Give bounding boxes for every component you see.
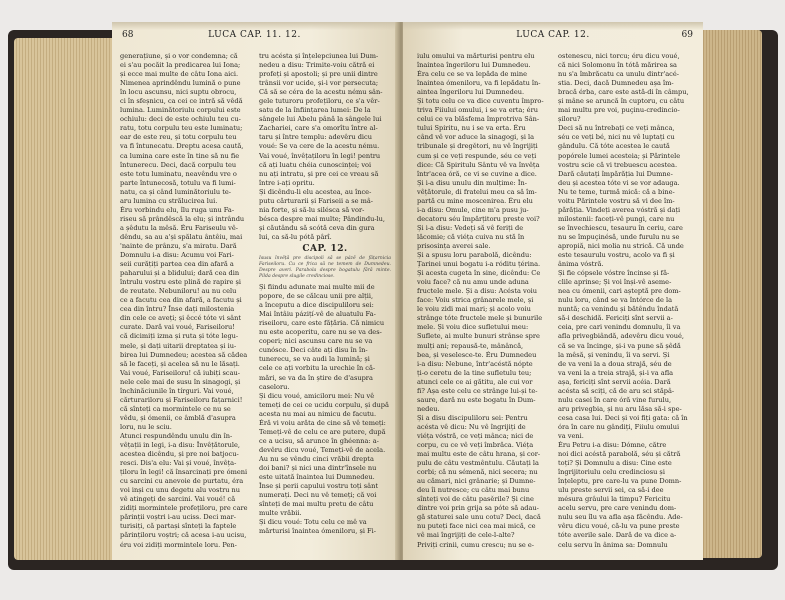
text-line: natu, ca și când luminătoriulu te- (120, 187, 232, 196)
text-line: că sînteți ca mormintele ce nu se (120, 404, 231, 413)
text-line: ânima vóstră. (558, 260, 604, 269)
text-line: lăcomie; că viéța cuiva nu stă în (417, 232, 525, 241)
text-line: Și totu celu ce va dice cuventu împro- (417, 97, 544, 106)
text-line: Atunci respundêndu unulu din în- (120, 431, 233, 440)
text-line: prisosința averei sale. (417, 241, 491, 250)
text-line: cesa casa lui. Deci și voi fiți gata: că în (558, 413, 688, 422)
right-column-2 (558, 52, 692, 550)
text-line: Vai voué, învêțațiloru în legi! pentru (259, 151, 381, 160)
text-line: stia. Deci, dacă Dumnedeu așa îm- (558, 79, 674, 88)
text-line: nedeu a disu: Trimite-voiu cătră ei (259, 61, 375, 70)
text-line: dintre voi prin grija sa póte să adau- (417, 504, 539, 513)
text-line: va veni. (558, 431, 584, 440)
text-line: Deci să nu întrebați ce veți mânca, (558, 124, 675, 133)
text-line: Că să se céra de la acestu nému sân- (259, 88, 383, 97)
text-line: i-a disu: Omule, cine m'a pusu ju- (417, 205, 529, 214)
text-line: Éru Petru i-a disu: Dómne, către (558, 441, 667, 450)
text-line: în locu ascunsu, nici suptu obrocu, (120, 88, 237, 97)
text-line: nulu loru, când se va întórce de la (558, 296, 673, 305)
text-line: cu sarcini cu anevoie de purtatu, éra (120, 477, 244, 486)
text-line: atunci cele ce ai gătitu, ale cui vor (417, 377, 533, 386)
text-line: de reutate. Nebuniloru! au nu celu (120, 287, 237, 296)
text-line: acésta să sciți, că de aru sci stăpâ- (558, 386, 675, 395)
text-line: că se va încinge, și-i va pune să șêdă (558, 341, 681, 350)
text-line: așa, fericiți sînt servii acéia. Dară (558, 377, 671, 386)
text-line: vêdu, și ómenii, ce âmblă d'asupra (120, 413, 236, 422)
text-line: întunerecu. Deci, dacă corpulu teu (120, 160, 237, 169)
chapter-heading: CAP. 12. (302, 243, 348, 254)
text-line: că dicimiți izma și ruta și tóte legu- (120, 332, 239, 341)
text-line: vêțații in legi, i-a disu: Învêțătorule, (120, 441, 240, 450)
text-line: și ecce mai multe de câtu Iona aici. (120, 70, 239, 79)
text-line: fi? Așa este celu ce strânge lui-și te- (417, 386, 538, 395)
left-page-edges (14, 38, 124, 560)
text-line: óra în care nu gândiți, Fiiulu omului (558, 422, 680, 431)
text-line: triva Fiiului omului, i se va erta; éru (417, 106, 538, 115)
text-line: Nu te teme, turmă mică: că a bine- (558, 187, 675, 196)
text-line: nu ați intratu, și pre cei ce vreau să (259, 169, 379, 178)
text-line: tóte averile sale. Dară de va dice a- (558, 531, 677, 540)
text-line: parte întunecosă, totulu va fi lumi- (120, 178, 236, 187)
text-line: ostenescu, nici torcu; éru dicu voué, (558, 52, 680, 60)
text-line: birea lui Dumnedeu; acestea să cădea (120, 350, 248, 359)
text-line: nu este acoperitu, care nu se va des- (259, 328, 382, 337)
text-line: cum și ce veți respunde, séu ce veți (417, 151, 537, 160)
text-line: trânsii vor ucide, și-i vor persecuta; (259, 79, 379, 88)
text-line: milostenii: faceți-vê pungi, care nu (558, 214, 675, 223)
text-line: cunósce. Deci câte ați disu în în- (259, 346, 368, 355)
text-line: Dară căutați împărăția lui Dumne- (558, 169, 673, 178)
text-line: au cămari, nici grânarie; și Dumne- (417, 477, 536, 486)
text-line: la mêsă, și venindu, îi va servi. Și (558, 350, 670, 359)
text-line: 'nainte de prânzu, s'a miratu. Dară (120, 241, 237, 250)
text-line: aintea îngeriloru lui Dumnedeu. (417, 88, 525, 97)
text-line: a începutu a dice discipuliloru sei: (259, 301, 374, 310)
text-line: ei s'au pocăit la predicarea lui Iona; (120, 61, 241, 70)
page-shadow (403, 22, 703, 30)
text-line: profeți și apostoli; și pre unii dintre (259, 70, 378, 79)
text-line: Țarinei unui bogatu i-a róditu țérina. (417, 260, 541, 269)
text-line: țiloru în legi! că însarcinați pre ómeni (120, 468, 248, 477)
running-title: LUCA CAP. 11. 12. (208, 30, 301, 40)
text-line: nedeu. (417, 404, 440, 413)
text-line: Și a spusu loru parabolă, dicêndu: (417, 251, 532, 260)
text-line: vêțătorule, di fratelui meu ca să îm- (417, 187, 537, 196)
text-line: ochiulu: deci de este ochiulu teu cu- (120, 115, 241, 124)
text-line: că nici Solomonu în tótă mărirea sa (558, 61, 677, 70)
text-line: nia forte, și să-lu silésca să vor- (259, 205, 365, 214)
text-line: voué: Se va cere de la acestu nému. (259, 142, 380, 151)
text-line: numerați. Deci nu vê temeți; că voi (259, 491, 377, 500)
left-column-2 (259, 52, 391, 536)
text-line: ți-o ceretu de la tine sufletulu teu; (417, 368, 532, 377)
text-line: ce a ucisu, să arunce în ghéenna: a- (259, 436, 379, 445)
text-line: va veni la a treia strajă, și-i va afla (558, 368, 674, 377)
text-line: lui, ca să-lu pótă pârî. (259, 232, 332, 241)
text-line: corpu, cu ce vê veți îmbrăca. Viéța (417, 441, 534, 450)
text-line: strânge tóte fructele mele și bunurile (417, 314, 543, 323)
text-line: multe vrăbii. (259, 509, 302, 518)
text-line: Éră vi voiu arăta de cine să vê temeți: (259, 418, 386, 427)
text-line: i-a disu: Nebune, într'acéstă nópte (417, 359, 533, 368)
text-line: vê mai îngrijiți de cele-l-alte? (417, 531, 515, 540)
text-line: și mâne se aruncă în cuptoru, cu câtu (558, 97, 685, 106)
text-line: Zachariei, care s'a omorîtu între al- (259, 124, 378, 133)
text-line: celui ce va blăsfema împrotriva Sân- (417, 115, 540, 124)
left-page-header (122, 30, 387, 44)
text-line: tribunale și dregĕtori, nu vê îngrijiți (417, 142, 538, 151)
text-line: popore, de se călcau unii pre alții, (259, 292, 374, 301)
text-line: întrulu vostru este plină de rapire și (120, 278, 241, 287)
text-line: și căutându să scótă ceva din gura (259, 223, 375, 232)
text-line: când vê vor aduce la sinagogi, și la (417, 133, 535, 142)
text-line: Éra celu ce se va lepăda de mine (417, 70, 528, 79)
text-line: Și a disu discipuliloru sei: Pentru (417, 413, 528, 422)
text-line: Priviți crinii, cumu crescu; nu se e- (417, 540, 535, 549)
text-line: bésca despre mai multe; Pândindu-lu, (259, 214, 386, 223)
text-line: mésura grâului la timpu? Fericitu (558, 495, 671, 504)
text-line: Domnulu i-a disu: Acumu voi Fari- (120, 251, 234, 260)
right-page (403, 22, 703, 560)
text-line: deu îi nutresce; cu câtu mai bunu (417, 486, 530, 495)
running-title: LUCA CAP. 12. (516, 30, 590, 40)
text-line: Și dicu voué: Totu celu ce mê va (259, 518, 367, 527)
text-line: Și fie cópsele vóstre încinse și fă- (558, 269, 670, 278)
text-line: resci. Dis'a elu: Vai și voué, învêța- (120, 459, 237, 468)
text-line: tului Spiritu, nu i se va erta. Éru (417, 124, 526, 133)
text-line: ceia, pre cari venindu domnulu, îi va (558, 323, 681, 332)
text-line: acestea dicêndu, și pre noi batjocu- (120, 450, 239, 459)
text-line: Și fiindu adunate mai multe mii de (259, 283, 375, 292)
text-line: nea cu ómenii, cari așteptă pre dom- (558, 287, 681, 296)
text-line: Și acesta cugeta în sine, dicêndu: Ce (417, 269, 541, 278)
text-line: gele tuturoru profețiloru, ce s'a vêr- (259, 97, 380, 106)
text-line: Temeți-vê de celu ce are putere, după (259, 427, 386, 436)
text-line: paharului și a blidului; dară cea din (120, 269, 240, 278)
text-line: din cele ce aveți; și êccé tóte vi sânt (120, 314, 241, 323)
text-line: celu servu în ânima sa: Domnulu (558, 540, 668, 549)
right-page-header (413, 30, 693, 44)
text-line: este totu luminatu, neavêndu vre o (120, 169, 237, 178)
text-line: mărturisi înaintea ómeniloru, și Fi- (259, 527, 376, 536)
text-line: riseiloru, care este fățăria. Că nimicu (259, 319, 385, 328)
text-line: afla privegbiândă, adevêru dicu voué, (558, 332, 685, 341)
page-number: 69 (681, 30, 693, 40)
text-line: nulu seu îlu va afla așa făcêndu. Ade- (558, 513, 683, 522)
text-line: nele cele mai de susu în sinagogi, și (120, 377, 241, 386)
text-line: ear de este reu, și totu corpulu teu (120, 133, 237, 142)
text-line: ratu, totu corpulu teu este luminatu; (120, 124, 243, 133)
text-line: bea, și veselesce-te. Éru Dumnedeu (417, 350, 537, 359)
text-line: cea din întru? Însе dați milostenia (120, 305, 235, 314)
text-line: Éru vorbindu elu, îlu ruga unu Fa- (120, 205, 235, 214)
text-line: tru acésta și înțelepciunea lui Dum- (259, 52, 379, 60)
text-line: dêndu, sa au a'și spălatu ântêiu, mai (120, 232, 243, 241)
text-line: părinții voștri i-au uciss. Deci mar- (120, 513, 236, 522)
text-line: toți? Și Domnulu a disu: Cine este (558, 459, 672, 468)
text-line: va fi întunecatu. Dreptu acesa caută, (120, 142, 244, 151)
text-line: nu s'a îmbrăcatu ca unulu dintr'acé- (558, 70, 679, 79)
text-line: nuntă; ca venindu și bătêndu îndată (558, 305, 679, 314)
text-line: coperi; nici ascunsu care nu se va (259, 337, 373, 346)
text-line: caseloru. (259, 382, 290, 391)
text-line: corbi; că nu sémenă, nici secera; nu (417, 468, 538, 477)
text-line: seii curățiți partea cea din afară a (120, 260, 234, 269)
text-line: șiloru? (558, 115, 581, 124)
text-line: satu de la înființarea lumei: De la (259, 106, 371, 115)
text-line: éru voi zidiți mormintele loru. Pen- (120, 540, 237, 549)
text-line: Și dicu voué, amiciloru mei: Nu vê (259, 391, 375, 400)
text-line: că ați luatu chéia cunoscinței; voi (259, 160, 372, 169)
text-line: Și i-a disu: Vedeți să vê feriți de (417, 223, 524, 232)
text-line: voiu face? că nu amu unde aduna (417, 278, 529, 287)
text-line: părăția. Vindeți averea vóstră și dați (558, 205, 681, 214)
text-line: putu cărturarii și Fariseii a se mâ- (259, 196, 374, 205)
text-line: ci în sfeșnicu, ca cei ce intră să vêdă (120, 97, 243, 106)
text-line: aru lumina cu strălucirea lui. (120, 196, 218, 205)
text-line: este tesaurulu vostru, acolo va fi și (558, 251, 675, 260)
text-line: riseu să prândêscă la elu; și intrându (120, 214, 245, 223)
text-line: zidiți mormintele profețiloru, pre care (120, 504, 248, 513)
text-line: noi dici acéstă parabolă, séu și cătră (558, 450, 681, 459)
text-line: séu ce veți bé, nici nu vê luptați cu (558, 133, 675, 142)
text-line: clile aprinse; Și voi înși-vê aseme- (558, 278, 672, 287)
text-line: dice: Că Spiritulu Sântu vê va învêța (417, 160, 540, 169)
text-line: înțeleptu, pre care-lu va pune Domn- (558, 477, 682, 486)
text-line: acesta nu mai au nimicu de facutu. (259, 409, 377, 418)
text-line: ce a facutu cea din afară, a facutu și (120, 296, 242, 305)
text-line: pulu de câtu vestmêntulu. Căutați la (417, 459, 539, 468)
text-line: Și i-a disu unulu din mulțime: În- (417, 178, 527, 187)
text-line: acésta vê dicu: Nu vê îngrijiți de (417, 422, 526, 431)
text-line: mai multu pre voi, puçinu-credincio- (558, 106, 680, 115)
text-line: vê atingeți de sarcini. Vai voué! că (120, 495, 236, 504)
text-line: Vai voué, Fariseiloru! că iubiți scau- (120, 368, 241, 377)
text-line: taru și între templu: adevêru dicu (259, 133, 372, 142)
text-line: Au nu se vêndu cinci vrăbii drepta (259, 454, 374, 463)
text-line: să le faceți, și acelea să nu le lăsați. (120, 359, 240, 368)
right-column-1 (417, 52, 551, 550)
text-line: mele, și dați uitarii dreptatea și iu- (120, 341, 237, 350)
text-line: iulu omului va mărturisi pentru elu (417, 52, 535, 60)
text-line: lumina. Luminătoriulu corpului este (120, 106, 241, 115)
text-line: înaintea ómeniloru, va fi lepădatu în- (417, 79, 541, 88)
text-line: doi bani? și nici una dintr'însele nu (259, 463, 377, 472)
text-line: apropiă, nici molia nu strică. Că unde (558, 241, 684, 250)
text-line: îngrijitoriulu celu credinciosu și (558, 468, 665, 477)
text-line: voi inși cu unu degetu alu vostru nu (120, 486, 241, 495)
page-number: 68 (122, 30, 134, 40)
text-line: se învechiescu, tesauru în ceriu, care (558, 223, 683, 232)
text-line: înaintea îngeriloru lui Dumnedeu. (417, 61, 531, 70)
text-line: bracă érba, care este astă-di în câmpu, (558, 88, 689, 97)
text-line: nu se împuçinésă, unde furulu nu se (558, 232, 680, 241)
text-line: partă cu mine moscenirea. Éru elu (417, 196, 533, 205)
text-line: Însе și perii capului vostru toți sânt (259, 482, 378, 491)
text-line: cele ce ați vorbitu la urechie în că- (259, 364, 376, 373)
text-line: acelu servu, pre care venindu dom- (558, 504, 677, 513)
text-line: părințiloru voștri; că acesa i-au ucisu, (120, 531, 247, 540)
text-line: închinăciunile în tírguri. Vai voué, (120, 386, 234, 395)
text-line: deu și acestea tóte vi se vor adauga. (558, 178, 680, 187)
text-line: viéța vóstră, ce veți mânca; nici de (417, 431, 534, 440)
text-line: decatoru séu împărțitoru preste voi? (417, 214, 540, 223)
text-line: loru, nu le sciu. (120, 422, 172, 431)
text-line: sînteți de mai multu pretu de câtu (259, 500, 374, 509)
text-line: temeți de cei ce ucidu corpulu, și după (259, 400, 389, 409)
text-line: a șêdutu la mêsă. Éru Fariseulu vê- (120, 223, 239, 232)
text-line: sângele lui Abelu până la sângele lui (259, 115, 382, 124)
text-line: cărturariloru și Fariseiloru fațarnici! (120, 395, 243, 404)
text-line: turisiți, că partași sînteți la faptele (120, 522, 237, 531)
text-line: să-i deschidă. Fericiți sînt servii a- (558, 314, 673, 323)
text-line: generațiune, și o vor condemna; că (120, 52, 238, 60)
text-line: voitu Părintele vostru să vi dee îm- (558, 196, 675, 205)
text-line: mulți ani; repausă-te, mânâncă, (417, 341, 524, 350)
text-line: ca lumina care este în tine să nu fie (120, 151, 240, 160)
text-line: Mai întâiu pázițí-vê de aluatulu Fa- (259, 310, 376, 319)
text-line: gândulu. Că tóte acestea le caută (558, 142, 670, 151)
text-line: fructele mele. Și a disu: Acésta voiu (417, 287, 538, 296)
text-line: mări, se va da în știre de d'asupra (259, 373, 373, 382)
page-shadow (112, 22, 397, 30)
text-line: vostru scie că vi trebuescu acestea. (558, 160, 678, 169)
text-line: curate. Dară vai voué, Fariseiloru! (120, 323, 235, 332)
text-line: popórele lumei acesteia; și Părintele (558, 151, 681, 160)
text-line: Și dicêndu-li elu acestea, au încе- (259, 187, 372, 196)
text-line: gă staturei sale unu cotu? Deci, dacă (417, 513, 541, 522)
text-line: Nimenea aprindêndu lumină o pune (120, 79, 241, 88)
text-line: între i-ați opritu. (259, 178, 315, 187)
text-line: vêru dicu voué, că-lu va pune preste (558, 522, 680, 531)
text-line: devêru dicu voué, Temeți-vê de acela. (259, 445, 386, 454)
text-line: de va veni la a doua strajă, séu de (558, 359, 672, 368)
text-line: ulu preste servii sei, ca să-i dee (558, 486, 664, 495)
left-page (112, 22, 397, 560)
text-line: mele. Și voiu dice sufletului meu: (417, 323, 529, 332)
text-line: aru privegbia, și nu aru lăsa să-i spe- (558, 404, 682, 413)
text-line: saure, dară nu este bogatu în Dum- (417, 395, 536, 404)
text-line: le voiu zidi mai mari; și acolo voiu (417, 305, 531, 314)
text-line: sînteți voi de câtu pasĕrile? Și cine (417, 495, 534, 504)
text-line: mai multu este de câtu hrana, și cor- (417, 450, 541, 459)
left-column-1 (120, 52, 252, 550)
chapter-summary: Isusu învêță pre discipoli să se pázê de fățarnicia Fariseiloru. Cu ce frica să ne temem de Dumnedeu. Despre averi. Parabola despre bogatulu fără minte. Pilda despre slugile credinciose. (259, 256, 391, 280)
text-line: face: Voiu strica grânarele mele, și (417, 296, 534, 305)
text-line: Suflete, ai multe bunuri strânse spre (417, 332, 540, 341)
text-line: este uitată înaintea lui Dumnedeu. (259, 473, 375, 482)
text-line: tunerecu, se va audi la lumină; și (259, 355, 370, 364)
text-line: nulu casei în care óră vine furulu, (558, 395, 672, 404)
text-line: într'acea óră, ce vi se cuvine a dice. (417, 169, 537, 178)
text-line: nu puteți face nici cea mai mică, ce (417, 522, 536, 531)
